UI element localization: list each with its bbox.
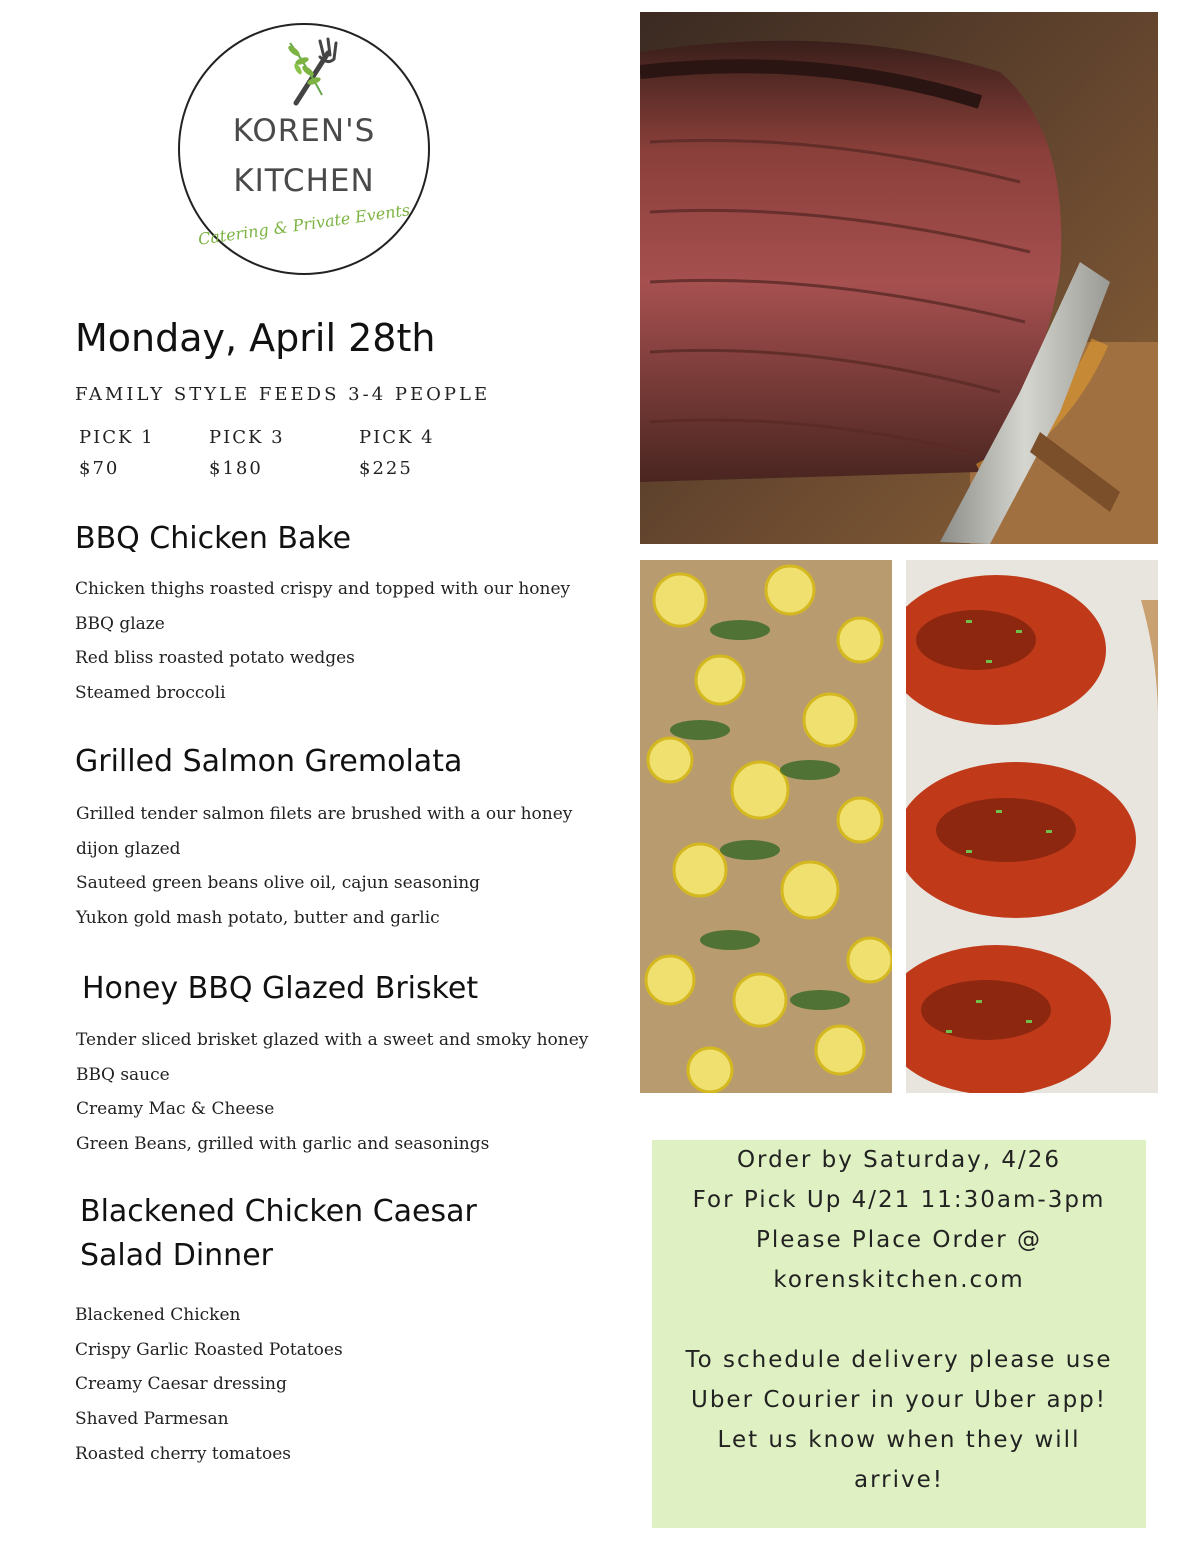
list-item: Chicken thighs roasted crispy and topped with our honey [75, 579, 571, 599]
list-item: Steamed broccoli [75, 683, 226, 704]
dish-title-honey-bbq-brisket: Honey BBQ Glazed Brisket [82, 971, 479, 1006]
list-item: Tender sliced brisket glazed with a sweet and smoky honey [76, 1030, 589, 1050]
pickup-time: For Pick Up 4/21 11:30am-3pm [692, 1187, 1106, 1213]
list-item: Green Beans, grilled with garlic and seasonings [76, 1134, 490, 1155]
fork-and-herb-icon [276, 35, 346, 107]
delivery-line-3: Let us know when they will [717, 1427, 1081, 1453]
order-instruction: Please Place Order @ [755, 1227, 1043, 1253]
serving-size: FAMILY STYLE FEEDS 3-4 PEOPLE [75, 384, 491, 405]
menu-date: Monday, April 28th [75, 316, 436, 360]
list-item: Red bliss roasted potato wedges [75, 648, 355, 669]
list-item: Grilled tender salmon filets are brushed with a our honey [76, 804, 573, 824]
brisket-photo [640, 12, 1158, 544]
pick-4-label: PICK 4 [359, 427, 435, 448]
logo-name-line2: KITCHEN [233, 163, 375, 199]
list-item: BBQ sauce [76, 1064, 170, 1085]
delivery-line-4: arrive! [854, 1467, 944, 1493]
list-item: Crispy Garlic Roasted Potatoes [75, 1339, 343, 1360]
dish-title-caesar-line1: Blackened Chicken Caesar [80, 1194, 477, 1229]
logo [178, 23, 430, 275]
dish-title-bbq-chicken-bake: BBQ Chicken Bake [75, 521, 352, 556]
list-item: Yukon gold mash potato, butter and garlic [76, 908, 440, 929]
pick-3-label: PICK 3 [209, 427, 285, 448]
delivery-line-2: Uber Courier in your Uber app! [691, 1387, 1107, 1413]
spacer [652, 1300, 1146, 1340]
list-item: Shaved Parmesan [75, 1409, 229, 1430]
list-item: Blackened Chicken [75, 1305, 241, 1325]
list-item: Sauteed green beans olive oil, cajun seasoning [76, 873, 481, 894]
dish-items-grilled-salmon [76, 797, 572, 936]
dish-items-bbq-chicken-bake [75, 572, 570, 711]
dish-title-grilled-salmon: Grilled Salmon Gremolata [75, 744, 463, 779]
chicken-photo [906, 560, 1158, 1093]
logo-tagline: Catering & Private Events [196, 200, 412, 249]
list-item: Creamy Caesar dressing [75, 1374, 287, 1395]
pick-3-price: $180 [209, 458, 263, 479]
dish-title-caesar-line2: Salad Dinner [80, 1238, 273, 1273]
pick-1-label: PICK 1 [79, 427, 155, 448]
pick-1-price: $70 [79, 458, 120, 479]
pick-4-price: $225 [359, 458, 413, 479]
delivery-line-1: To schedule delivery please use [685, 1347, 1113, 1373]
list-item: BBQ glaze [75, 613, 165, 634]
list-item: Roasted cherry tomatoes [75, 1443, 292, 1464]
order-info-box [652, 1140, 1146, 1528]
salmon-photo [640, 560, 892, 1093]
list-item: dijon glazed [76, 838, 181, 859]
dish-items-caesar [75, 1298, 343, 1471]
logo-name-line1: KOREN'S [232, 113, 376, 149]
dish-items-honey-bbq-brisket [76, 1023, 588, 1162]
website-link[interactable]: korenskitchen.com [773, 1267, 1025, 1293]
order-deadline: Order by Saturday, 4/26 [736, 1147, 1062, 1173]
list-item: Creamy Mac & Cheese [76, 1099, 275, 1120]
